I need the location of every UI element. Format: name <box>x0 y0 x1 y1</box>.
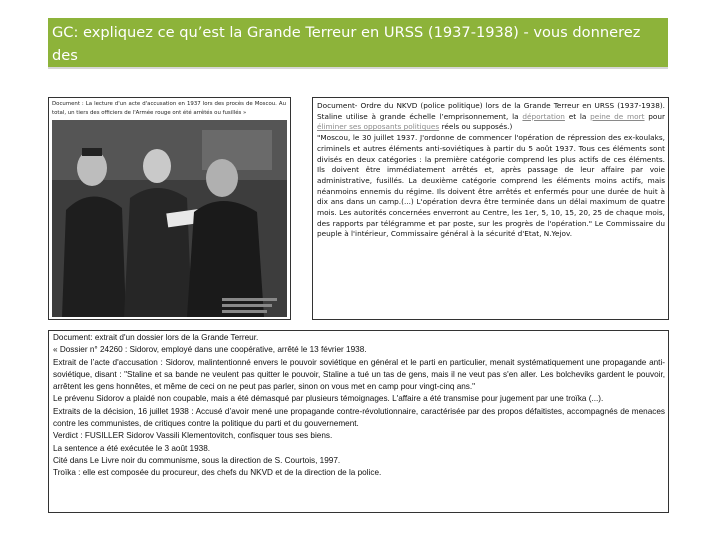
photo-caption: Document : La lecture d'un acte d'accusation en 1937 lors des procès de Moscou. Au total, un tiers des officiers de l'Armée rouge ont été arrêtés ou fusillés » <box>52 101 286 116</box>
order-mid-2: pour <box>644 111 665 121</box>
dossier-heading: Document: extrait d'un dossier lors de la Grande Terreur. <box>53 333 259 342</box>
title-line-1: GC: expliquez ce qu’est la Grande Terreur en URSS (1937-1938) - vous donnerez des <box>52 24 641 64</box>
trial-photograph-image <box>52 120 287 317</box>
dossier-text <box>53 332 665 480</box>
trial-photograph <box>52 120 287 317</box>
dossier-decision: Extraits de la décision, 16 juillet 1938 : Accusé d’avoir mené une propagande contre-révolutionnaire, caractérisée par des propos défaitistes, accompagnés de menaces contre les communistes, de critiques contre la politique du parti et du gouvernement. <box>53 406 665 429</box>
nkvd-order-document-box <box>312 97 669 320</box>
dossier-execution: La sentence a été exécutée le 3 août 1938. <box>53 443 211 453</box>
dossier-accusation: Extrait de l’acte d'accusation : Sidorov, malintentionné envers le pouvoir soviétique en général et le parti en particulier, menait systématiquement une propagande anti-soviétique, disant : "Staline et sa bande ne veulent pas quitter le pouvoir, Staline a tué un tas de gens, mais il ne veut pas s'en aller. Les bolcheviks gardent le pouvoir, arrêtent les gens honnêtes, et même de ceci on ne peut pas parler, sinon on vous met en camp pour vingt-cinq ans." <box>53 357 665 392</box>
slide-title <box>48 18 668 87</box>
order-mid-1: et la <box>564 111 591 121</box>
dossier-verdict: Verdict : FUSILLER Sidorov Vassili Klementovitch, confisquer tous ses biens. <box>53 431 333 441</box>
dossier-source: Cité dans Le Livre noir du communisme, sous la direction de S. Courtois, 1997. <box>53 455 341 465</box>
link-peine-de-mort[interactable]: peine de mort <box>590 111 645 121</box>
link-eliminer-opposants[interactable]: éliminer ses opposants politiques <box>317 122 440 132</box>
nkvd-order-text <box>317 101 665 240</box>
dossier-number: « Dossier n° 24260 : Sidorov, employé dans une coopérative, arrêté le 13 février 1938. <box>53 345 367 355</box>
title-line-2: exemples précis. <box>52 70 175 87</box>
order-body: "Moscou, le 30 juillet 1937. J'ordonne de commencer l'opération de répression des ex-koulaks, criminels et autres éléments anti-soviétiques à partir du 5 août 1937. Tous ces éléments sont divisés en deux catégories : la première catégorie comprend les plus actifs de ces éléments. Ils doivent être immédiatement arrêtés et, après passage de leur affaire par voie administrative, fusillés. La deuxième catégorie comprend les éléments moins actifs, mais néanmoins ennemis du régime. Ils doivent être arrêtés et enfermés pour une durée de huit à dix ans dans un camp.(...) L'opération devra être terminée dans un délai maximum de quatre mois. Les autorités concernées enverront au Centre, les 1er, 5, 10, 15, 20, 25 de chaque mois, des rapports par télégramme et par poste, sur les progrès de l'opération." Le Commissaire du peuple à l'intérieur, Commissaire général à la sécurité d'Etat, N.Yejov. <box>317 133 665 239</box>
dossier-plea: Le prévenu Sidorov a plaidé non coupable, mais a été démasqué par plusieurs témoignages. L'affaire a été transmise pour jugement par une troïka (...). <box>53 394 604 404</box>
order-end: réels ou supposés.) <box>439 122 513 132</box>
link-deportation[interactable]: déportation <box>522 111 565 121</box>
order-intro: Document- Ordre du NKVD (police politique) lors de la Grande Terreur en URSS (1937-1938). Staline utilise à grande échelle l’emprisonnement, la <box>317 101 665 121</box>
dossier-troika-note: Troïka : elle est composée du procureur, des chefs du NKVD et de la direction de la police. <box>53 468 382 478</box>
photo-document-box <box>48 97 291 320</box>
dossier-document-box <box>48 330 669 513</box>
